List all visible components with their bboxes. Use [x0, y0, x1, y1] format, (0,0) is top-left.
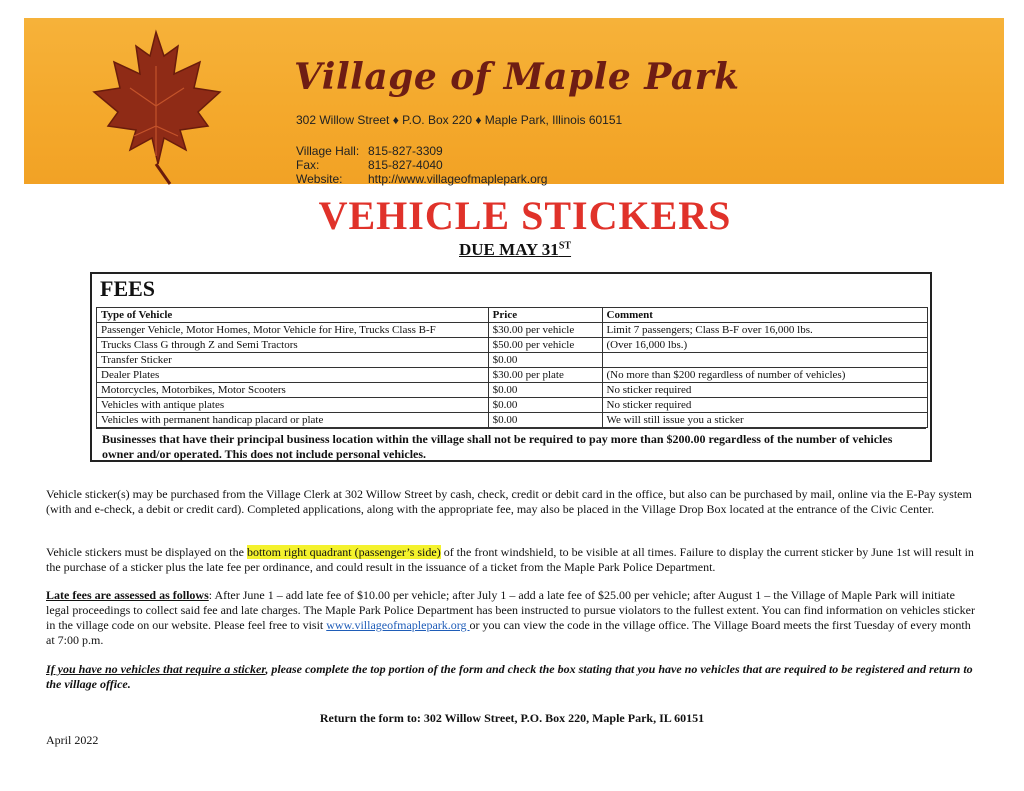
due-date — [459, 240, 571, 260]
fees-box — [90, 272, 932, 462]
header-banner — [24, 18, 1004, 184]
contact-label: Village Hall: — [296, 144, 360, 158]
vehicle-type-cell: Passenger Vehicle, Motor Homes, Motor Vehicle for Hire, Trucks Class B-F — [97, 323, 489, 338]
maple-leaf-icon — [74, 26, 234, 186]
contact-website — [296, 172, 547, 186]
price-cell: $30.00 per vehicle — [488, 323, 602, 338]
column-header: Type of Vehicle — [97, 308, 489, 323]
website-link[interactable]: http://www.villageofmaplepark.org — [368, 172, 548, 186]
village-title: Village of Maple Park — [294, 56, 740, 98]
table-row — [97, 383, 928, 398]
contact-value: 815-827-4040 — [368, 158, 443, 172]
column-header: Price — [488, 308, 602, 323]
table-row — [97, 353, 928, 368]
display-text: Vehicle stickers must be displayed on the — [46, 545, 247, 559]
comment-cell — [602, 353, 928, 368]
vehicle-type-cell: Trucks Class G through Z and Semi Tractors — [97, 338, 489, 353]
price-cell: $30.00 per plate — [488, 368, 602, 383]
comment-cell: Limit 7 passengers; Class B-F over 16,000 lbs. — [602, 323, 928, 338]
comment-cell: We will still issue you a sticker — [602, 413, 928, 428]
table-row — [97, 413, 928, 428]
website-link[interactable]: www.villageofmaplepark.org — [326, 618, 470, 632]
business-fee-note: Businesses that have their principal business location within the village shall not be required to pay more than $200.00 regardless of the number of vehicles owner and/or operated. This does not include personal vehicles. — [96, 428, 926, 460]
village-address: 302 Willow Street ♦ P.O. Box 220 ♦ Maple Park, Illinois 60151 — [296, 113, 623, 127]
price-cell: $0.00 — [488, 383, 602, 398]
fees-heading: FEES — [100, 276, 156, 301]
no-vehicles-label: If you have no vehicles that require a sticker — [46, 662, 266, 676]
vehicle-type-cell: Vehicles with antique plates — [97, 398, 489, 413]
contact-label: Fax: — [296, 158, 320, 172]
no-vehicles-paragraph — [46, 662, 976, 692]
contact-value: 815-827-3309 — [368, 144, 443, 158]
contact-block — [296, 144, 547, 186]
page-title: VEHICLE STICKERS — [318, 193, 732, 238]
comment-cell: No sticker required — [602, 383, 928, 398]
vehicle-type-cell: Vehicles with permanent handicap placard or plate — [97, 413, 489, 428]
display-paragraph — [46, 545, 976, 575]
highlighted-text: bottom right quadrant (passenger’s side) — [246, 545, 441, 559]
due-suffix: ST — [558, 240, 572, 252]
table-row — [97, 398, 928, 413]
contact-label: Website: — [296, 172, 343, 186]
table-row — [97, 323, 928, 338]
price-cell: $0.00 — [488, 353, 602, 368]
comment-cell: No sticker required — [602, 398, 928, 413]
late-fees-label: Late fees are assessed as follows — [46, 588, 209, 602]
late-fees-paragraph — [46, 588, 976, 648]
due-text: DUE MAY 31 — [459, 240, 559, 259]
late-fees-text: or you can view the code in the village office. The Village Board meets the first Tuesday of every month at 7:00 p.m. — [46, 618, 971, 647]
column-header: Comment — [602, 308, 928, 323]
return-instructions: Return the form to: 302 Willow Street, P.O. Box 220, Maple Park, IL 60151 — [319, 711, 705, 725]
price-cell: $0.00 — [488, 398, 602, 413]
vehicle-type-cell: Dealer Plates — [97, 368, 489, 383]
table-row — [97, 338, 928, 353]
contact-village-hall — [296, 144, 547, 158]
fees-table — [96, 307, 928, 428]
no-vehicles-text: , please complete the top portion of the form and check the box stating that you have no vehicles that are required to be registered and return to the village office. — [46, 662, 973, 691]
vehicle-type-cell: Motorcycles, Motorbikes, Motor Scooters — [97, 383, 489, 398]
document-date: April 2022 — [46, 733, 99, 747]
comment-cell: (Over 16,000 lbs.) — [602, 338, 928, 353]
table-row — [97, 368, 928, 383]
late-fees-text: : After June 1 – add late fee of $10.00 per vehicle; after July 1 – add a late fee of $25.00 per vehicle; after August 1 – the Village of Maple Park will initiate legal proceedings to collect said fee and late charges. The Maple Park Police Department has been instructed to pursue violators to the fullest extent. You can find information on vehicles sticker in the village code on our website. Please feel free to visit — [46, 588, 975, 632]
display-text: of the front windshield, to be visible at all times. Failure to display the current sticker by June 1st will result in the purchase of a sticker plus the late fee per ordinance, and could result in the issuance of a ticket from the Maple Park Police Department. — [46, 545, 974, 574]
vehicle-type-cell: Transfer Sticker — [97, 353, 489, 368]
price-cell: $50.00 per vehicle — [488, 338, 602, 353]
comment-cell: (No more than $200 regardless of number of vehicles) — [602, 368, 928, 383]
table-header-row — [97, 308, 928, 323]
purchase-paragraph: Vehicle sticker(s) may be purchased from the Village Clerk at 302 Willow Street by cash, check, credit or debit card in the office, but also can be purchased by mail, online via the E-Pay system (with and e-check, a debit or credit card). Completed applications, along with the appropriate fee, may also be placed in the Village Drop Box located at the entrance of the Civic Center. — [46, 487, 972, 516]
contact-fax — [296, 158, 547, 172]
price-cell: $0.00 — [488, 413, 602, 428]
